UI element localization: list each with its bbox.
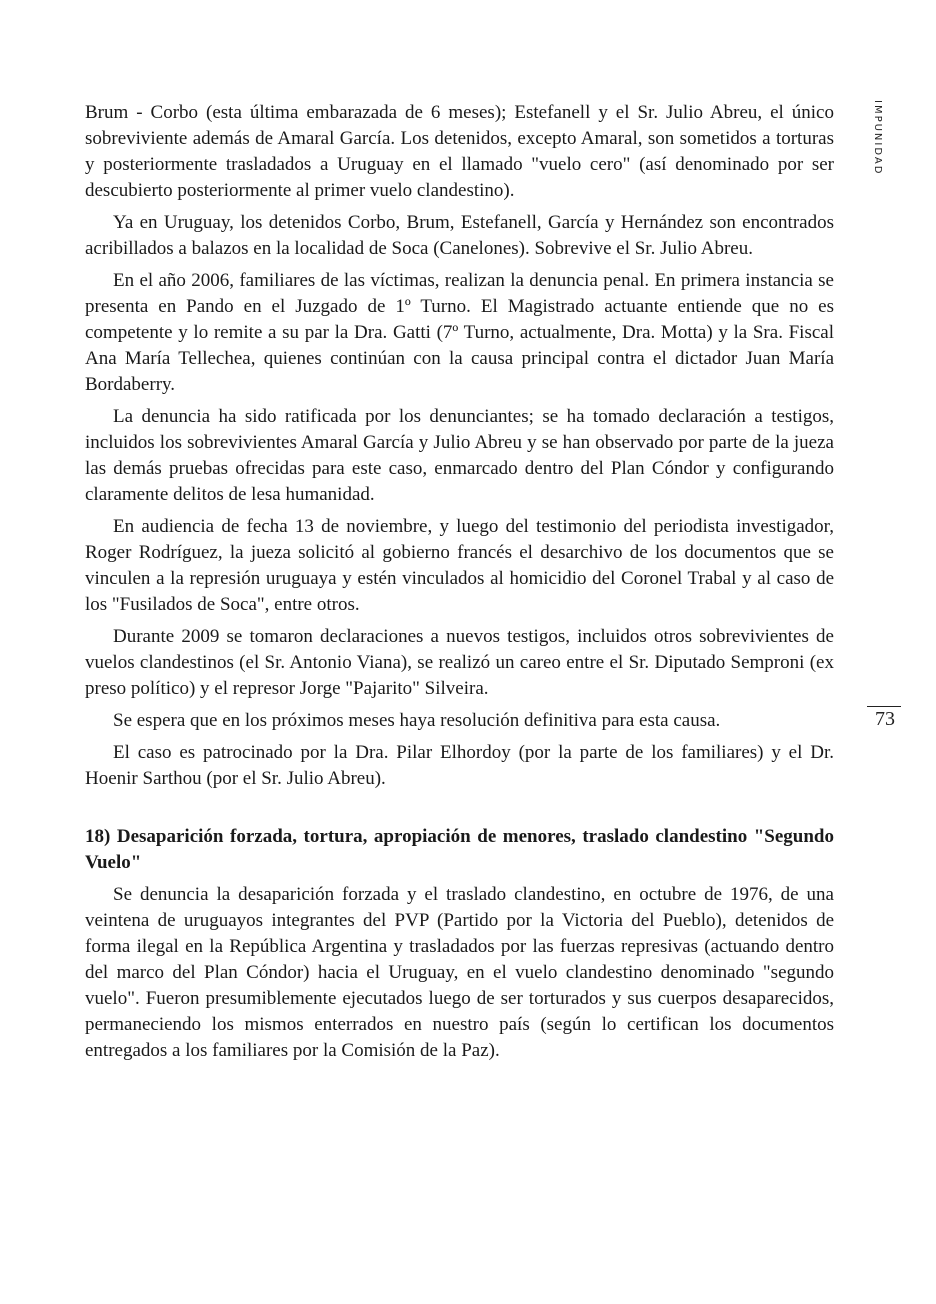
paragraph: Durante 2009 se tomaron declaraciones a nuevos testigos, incluidos otros sobrevivientes de vuelos clandestinos (el Sr. Antonio Viana), se realizó un careo entre el Sr. Diputado Semproni (ex preso político) y el represor Jorge "Pajarito" Silveira. (85, 626, 834, 699)
running-header: IMPUNIDAD (872, 100, 883, 176)
paragraph: Se espera que en los próximos meses haya resolución definitiva para esta causa. (113, 710, 721, 731)
paragraph: En audiencia de fecha 13 de noviembre, y luego del testimonio del periodista investigador, Roger Rodríguez, la jueza solicitó al gobierno francés el desarchivo de los documentos que se vinculen a la represión uruguaya y estén vinculados al homicidio del Coronel Trabal y al caso de los "Fusilados de Soca", entre otros. (85, 516, 834, 615)
paragraph: En el año 2006, familiares de las víctimas, realizan la denuncia penal. En primera instancia se presenta en Pando en el Juzgado de 1º Turno. El Magistrado actuante entiende que no es competente y lo remite a su par la Dra. Gatti (7º Turno, actualmente, Dra. Motta) y la Sra. Fiscal Ana María Tellechea, quienes continúan con la causa principal contra el dictador Juan María Bordaberry. (85, 270, 834, 395)
paragraph: Ya en Uruguay, los detenidos Corbo, Brum, Estefanell, García y Hernández son encontrados acribillados a balazos en la localidad de Soca (Canelones). Sobrevive el Sr. Julio Abreu. (85, 212, 834, 259)
paragraph: La denuncia ha sido ratificada por los denunciantes; se ha tomado declaración a testigos, incluidos los sobrevivientes Amaral García y Julio Abreu y se han observado por parte de la jueza las demás pruebas ofrecidas para este caso, enmarcado dentro del Plan Cóndor y configurando claramente delitos de lesa humanidad. (85, 406, 834, 505)
paragraph: El caso es patrocinado por la Dra. Pilar Elhordoy (por la parte de los familiares) y el Dr. Hoenir Sarthou (por el Sr. Julio Abreu). (85, 742, 834, 789)
page-number-rule (867, 706, 901, 707)
paragraph: Se denuncia la desaparición forzada y el traslado clandestino, en octubre de 1976, de una veintena de uruguayos integrantes del PVP (Partido por la Victoria del Pueblo), detenidos de forma ilegal en la República Argentina y trasladados por las fuerzas represivas (actuando dentro del marco del Plan Cóndor) hacia el Uruguay, en el vuelo clandestino denominado "segundo vuelo". Fueron presumiblemente ejecutados luego de ser torturados y sus cuerpos desaparecidos, permaneciendo los mismos enterrados en nuestro país (según lo certifican los documentos entregados a los familiares por la Comisión de la Paz). (85, 884, 834, 1061)
paragraph: Brum - Corbo (esta última embarazada de 6 meses); Estefanell y el Sr. Julio Abreu, el único sobreviviente además de Amaral García. Los detenidos, excepto Amaral, son sometidos a torturas y posteriormente trasladados a Uruguay en el llamado "vuelo cero" (así denominado por ser descubierto posteriormente al primer vuelo clandestino). (85, 102, 834, 201)
body-text (85, 100, 834, 1070)
page-number: 73 (875, 708, 895, 730)
section-heading: 18) Desaparición forzada, tortura, apropiación de menores, traslado clandestino "Segundo Vuelo" (85, 826, 834, 873)
